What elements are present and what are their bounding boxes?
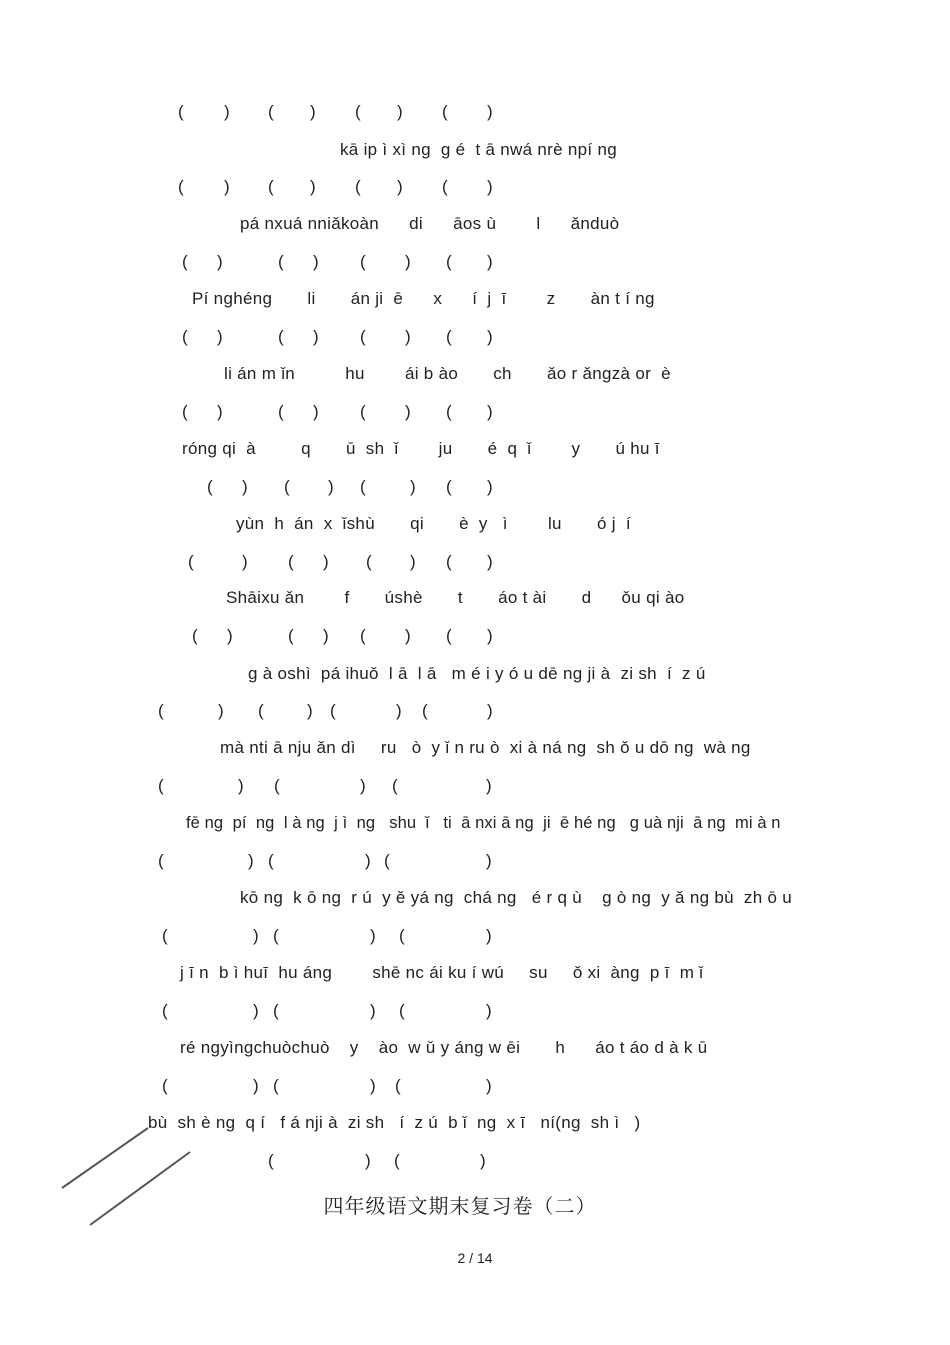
paren-open: ( — [273, 1076, 279, 1095]
paren-open: ( — [355, 102, 361, 121]
paren-open: ( — [360, 327, 366, 346]
pinyin-line: róng qi à q ū sh ǐ ju é q ǐ y ú hu ī — [182, 439, 660, 458]
paren-close: ) — [405, 626, 411, 645]
paren-open: ( — [366, 552, 372, 571]
paren-open: ( — [330, 701, 336, 720]
paren-close: ) — [224, 177, 230, 196]
paren-open: ( — [442, 177, 448, 196]
pinyin-line: Shāixu ǎn f úshè t áo t ài d ǒu qi ào — [226, 588, 685, 607]
paren-open: ( — [158, 851, 164, 870]
paren-close: ) — [397, 177, 403, 196]
pinyin-line: bù sh è ng q í f á nji à zi sh í z ú b ǐ ng x ī ní(ng sh ì ) — [148, 1113, 641, 1132]
paren-close: ) — [227, 626, 233, 645]
pinyin-line: fē ng pí ng l à ng j ì ng shu ǐ ti ā nxi ā ng ji ē hé ng g uà nji ā ng mi à n — [186, 814, 781, 832]
paren-close: ) — [313, 327, 319, 346]
paren-close: ) — [360, 776, 366, 795]
paren-close: ) — [365, 851, 371, 870]
paren-close: ) — [217, 402, 223, 421]
paren-close: ) — [486, 1076, 492, 1095]
paren-close: ) — [224, 102, 230, 121]
paren-open: ( — [178, 102, 184, 121]
paren-open: ( — [395, 1076, 401, 1095]
paren-close: ) — [487, 552, 493, 571]
paren-close: ) — [487, 102, 493, 121]
paren-open: ( — [399, 1001, 405, 1020]
paren-close: ) — [405, 402, 411, 421]
paren-close: ) — [487, 402, 493, 421]
paren-open: ( — [268, 1151, 274, 1170]
paren-open: ( — [442, 102, 448, 121]
paren-open: ( — [446, 552, 452, 571]
paren-close: ) — [487, 477, 493, 496]
paren-open: ( — [258, 701, 264, 720]
paren-open: ( — [268, 177, 274, 196]
paren-open: ( — [278, 327, 284, 346]
pinyin-line: ré ngyìngchuòchuò y ào w ǔ y áng w ēi h áo t áo d à k ū — [180, 1038, 708, 1057]
paren-open: ( — [182, 252, 188, 271]
paren-close: ) — [253, 1001, 259, 1020]
paren-close: ) — [486, 851, 492, 870]
paren-close: ) — [313, 252, 319, 271]
paren-close: ) — [217, 252, 223, 271]
paren-open: ( — [399, 926, 405, 945]
paren-open: ( — [188, 552, 194, 571]
paren-open: ( — [446, 626, 452, 645]
pinyin-line: mà nti ā nju ǎn dì ru ò y ǐ n ru ò xi à ná ng sh ǒ u dō ng wà ng — [220, 738, 751, 757]
paren-close: ) — [328, 477, 334, 496]
paren-close: ) — [248, 851, 254, 870]
pinyin-line: pá nxuá nniǎkoàn di āos ù l ǎnduò — [240, 214, 620, 233]
pinyin-line: g à oshì pá ihuǒ l ā l ā m é i y ó u dē ng ji à zi sh í z ú — [248, 664, 706, 683]
paren-open: ( — [182, 327, 188, 346]
paren-close: ) — [370, 1076, 376, 1095]
pinyin-line: j ī n b ì huī hu áng shē nc ái ku í wú su ǒ xi àng p ī m ǐ — [180, 963, 704, 982]
paren-open: ( — [288, 552, 294, 571]
paren-open: ( — [284, 477, 290, 496]
paren-close: ) — [480, 1151, 486, 1170]
paren-open: ( — [273, 1001, 279, 1020]
paren-open: ( — [268, 851, 274, 870]
paren-close: ) — [307, 701, 313, 720]
paren-open: ( — [360, 252, 366, 271]
paren-close: ) — [242, 552, 248, 571]
paren-close: ) — [410, 477, 416, 496]
paren-close: ) — [487, 701, 493, 720]
paren-close: ) — [253, 1076, 259, 1095]
paren-close: ) — [405, 327, 411, 346]
paren-open: ( — [207, 477, 213, 496]
paren-open: ( — [192, 626, 198, 645]
paren-close: ) — [323, 626, 329, 645]
paren-close: ) — [486, 1001, 492, 1020]
paren-close: ) — [486, 926, 492, 945]
paren-open: ( — [273, 926, 279, 945]
pinyin-line: yùn h án x ǐshù qi è y ì lu ó j í — [236, 514, 631, 533]
paren-open: ( — [446, 402, 452, 421]
paren-open: ( — [360, 402, 366, 421]
pinyin-line: kā ip ì xì ng g é t ā nwá nrè npí ng — [340, 140, 617, 159]
paren-close: ) — [487, 177, 493, 196]
paren-open: ( — [446, 327, 452, 346]
paren-close: ) — [253, 926, 259, 945]
paren-open: ( — [162, 1001, 168, 1020]
paren-close: ) — [397, 102, 403, 121]
paren-close: ) — [487, 252, 493, 271]
pinyin-line: Pí nghéng li án ji ē x í j ī z àn t í ng — [192, 289, 655, 308]
paren-open: ( — [162, 1076, 168, 1095]
paren-close: ) — [396, 701, 402, 720]
paren-open: ( — [446, 477, 452, 496]
paren-close: ) — [310, 102, 316, 121]
paren-open: ( — [288, 626, 294, 645]
section-title: 四年级语文期末复习卷（二） — [323, 1194, 597, 1218]
paren-open: ( — [158, 776, 164, 795]
pinyin-line: kō ng k ō ng r ú y ě yá ng chá ng é r q ù g ò ng y ǎ ng bù zh ō u — [240, 888, 793, 907]
paren-close: ) — [313, 402, 319, 421]
paren-open: ( — [394, 1151, 400, 1170]
paren-close: ) — [365, 1151, 371, 1170]
paren-open: ( — [178, 177, 184, 196]
paren-open: ( — [392, 776, 398, 795]
paren-close: ) — [323, 552, 329, 571]
page-number: 2 / 14 — [457, 1250, 493, 1266]
paren-close: ) — [486, 776, 492, 795]
paren-close: ) — [217, 327, 223, 346]
paren-close: ) — [410, 552, 416, 571]
paren-open: ( — [268, 102, 274, 121]
paren-close: ) — [487, 626, 493, 645]
paren-close: ) — [310, 177, 316, 196]
paren-open: ( — [278, 402, 284, 421]
paren-close: ) — [487, 327, 493, 346]
stroke-line-1 — [62, 1128, 148, 1188]
paren-open: ( — [355, 177, 361, 196]
paren-open: ( — [446, 252, 452, 271]
paren-open: ( — [158, 701, 164, 720]
paren-close: ) — [238, 776, 244, 795]
paren-open: ( — [360, 626, 366, 645]
paren-close: ) — [370, 926, 376, 945]
paren-close: ) — [370, 1001, 376, 1020]
paren-close: ) — [218, 701, 224, 720]
pinyin-line: li án m ǐn hu ái b ào ch ǎo r ǎngzà or è — [224, 364, 671, 383]
paren-open: ( — [274, 776, 280, 795]
paren-open: ( — [278, 252, 284, 271]
paren-close: ) — [242, 477, 248, 496]
paren-open: ( — [360, 477, 366, 496]
paren-open: ( — [384, 851, 390, 870]
paren-open: ( — [162, 926, 168, 945]
paren-close: ) — [405, 252, 411, 271]
paren-open: ( — [182, 402, 188, 421]
paren-open: ( — [422, 701, 428, 720]
